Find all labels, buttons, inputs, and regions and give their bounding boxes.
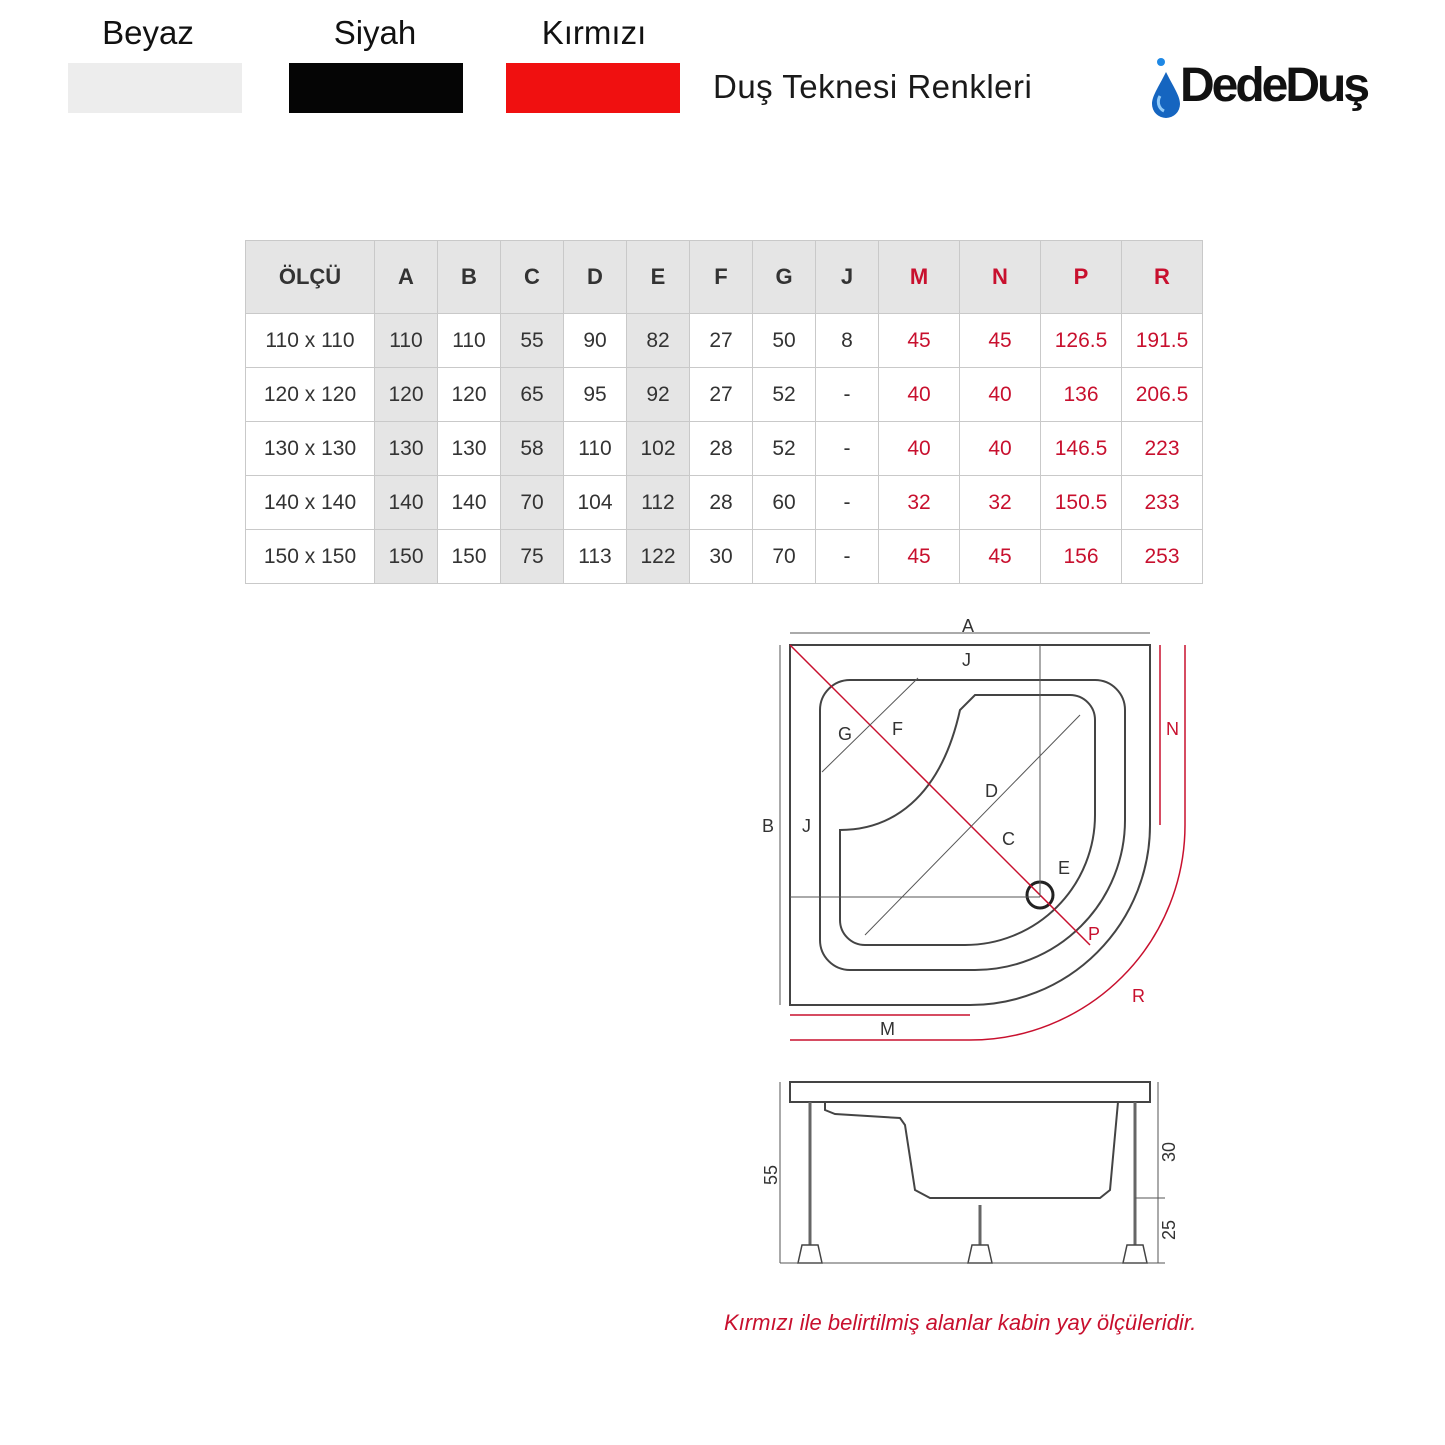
table-cell: 95 (564, 368, 627, 422)
table-cell: 40 (960, 422, 1041, 476)
table-cell: 27 (690, 368, 753, 422)
col-header: E (627, 241, 690, 314)
table-cell: 30 (690, 530, 753, 584)
table-cell: 120 (438, 368, 501, 422)
table-cell: 40 (960, 368, 1041, 422)
col-header: P (1041, 241, 1122, 314)
table-cell: 120 (375, 368, 438, 422)
col-header: G (753, 241, 816, 314)
label-d: D (985, 781, 998, 801)
swatch-label-white: Beyaz (102, 14, 194, 51)
table-cell: 45 (960, 314, 1041, 368)
table-cell: 52 (753, 368, 816, 422)
table-cell: 75 (501, 530, 564, 584)
col-header: R (1122, 241, 1203, 314)
table-cell: 150.5 (1041, 476, 1122, 530)
table-cell: 122 (627, 530, 690, 584)
water-drop-icon (1150, 56, 1182, 118)
table-cell: 40 (879, 368, 960, 422)
swatch-white (68, 63, 242, 113)
col-header: F (690, 241, 753, 314)
col-header: ÖLÇÜ (246, 241, 375, 314)
footnote: Kırmızı ile belirtilmiş alanlar kabin yay ölçüleridir. (724, 1310, 1197, 1335)
col-header: C (501, 241, 564, 314)
label-r: R (1132, 986, 1145, 1006)
tray-deck (790, 1082, 1150, 1102)
table-cell: 110 (375, 314, 438, 368)
label-f: F (892, 719, 903, 739)
dimension-p-line (790, 645, 1090, 945)
table-row (246, 476, 1203, 530)
size-cell: 110 x 110 (246, 314, 375, 368)
table-cell: 70 (753, 530, 816, 584)
table-cell: 58 (501, 422, 564, 476)
table-cell: - (816, 530, 879, 584)
table-cell: 45 (879, 530, 960, 584)
size-cell: 140 x 140 (246, 476, 375, 530)
table-cell: - (816, 476, 879, 530)
label-m: M (880, 1019, 895, 1039)
table-cell: 32 (879, 476, 960, 530)
table-cell: 90 (564, 314, 627, 368)
table-cell: 233 (1122, 476, 1203, 530)
label-p: P (1088, 924, 1101, 944)
table-cell: 55 (501, 314, 564, 368)
label-height-lower: 25 (1159, 1219, 1179, 1240)
table-cell: - (816, 422, 879, 476)
label-n: N (1166, 719, 1179, 739)
table-cell: 140 (438, 476, 501, 530)
table-cell: 28 (690, 476, 753, 530)
foot-left (798, 1245, 822, 1263)
table-cell: 102 (627, 422, 690, 476)
table-cell: 45 (879, 314, 960, 368)
table-cell: 40 (879, 422, 960, 476)
dimensions-table (245, 240, 1203, 584)
size-cell: 130 x 130 (246, 422, 375, 476)
swatch-label-red: Kırmızı (541, 14, 647, 51)
table-cell: 82 (627, 314, 690, 368)
table-cell: 113 (564, 530, 627, 584)
table-cell: 156 (1041, 530, 1122, 584)
col-header: B (438, 241, 501, 314)
tray-side-section-diagram (740, 1070, 1190, 1280)
table-header-row (246, 241, 1203, 314)
label-j-left: J (802, 816, 811, 836)
tray-basin-profile (825, 1102, 1118, 1198)
table-cell: 150 (375, 530, 438, 584)
label-height-upper: 30 (1159, 1141, 1179, 1162)
logo-text: DedeDuş (1180, 59, 1368, 112)
size-cell: 120 x 120 (246, 368, 375, 422)
size-cell: 150 x 150 (246, 530, 375, 584)
table-cell: 136 (1041, 368, 1122, 422)
label-e: E (1058, 858, 1071, 878)
table-row (246, 368, 1203, 422)
table-cell: 130 (438, 422, 501, 476)
table-cell: 130 (375, 422, 438, 476)
tray-top-view-diagram (740, 600, 1220, 1060)
label-c: C (1002, 829, 1015, 849)
brand-logo (1150, 52, 1390, 122)
table-cell: 191.5 (1122, 314, 1203, 368)
label-height-total: 55 (761, 1164, 781, 1185)
col-header: D (564, 241, 627, 314)
table-cell: 27 (690, 314, 753, 368)
table-cell: 110 (564, 422, 627, 476)
table-row (246, 314, 1203, 368)
table-cell: 50 (753, 314, 816, 368)
table-cell: 104 (564, 476, 627, 530)
table-cell: 140 (375, 476, 438, 530)
table-cell: 253 (1122, 530, 1203, 584)
col-header: A (375, 241, 438, 314)
table-cell: 28 (690, 422, 753, 476)
table-cell: 45 (960, 530, 1041, 584)
table-cell: - (816, 368, 879, 422)
foot-right (1123, 1245, 1147, 1263)
swatch-label-black: Siyah (333, 14, 417, 51)
table-cell: 110 (438, 314, 501, 368)
label-g: G (838, 724, 853, 744)
table-cell: 112 (627, 476, 690, 530)
table-cell: 60 (753, 476, 816, 530)
label-j-top: J (962, 650, 971, 670)
table-cell: 150 (438, 530, 501, 584)
label-a: A (962, 616, 975, 636)
swatch-red (506, 63, 680, 113)
table-cell: 52 (753, 422, 816, 476)
col-header: N (960, 241, 1041, 314)
colors-title: Duş Teknesi Renkleri (713, 68, 1033, 105)
table-cell: 126.5 (1041, 314, 1122, 368)
label-b: B (762, 816, 775, 836)
table-cell: 146.5 (1041, 422, 1122, 476)
table-cell: 223 (1122, 422, 1203, 476)
table-cell: 206.5 (1122, 368, 1203, 422)
table-row (246, 530, 1203, 584)
table-cell: 8 (816, 314, 879, 368)
table-cell: 65 (501, 368, 564, 422)
table-cell: 70 (501, 476, 564, 530)
table-row (246, 422, 1203, 476)
foot-middle (968, 1245, 992, 1263)
col-header: M (879, 241, 960, 314)
table-cell: 92 (627, 368, 690, 422)
table-cell: 32 (960, 476, 1041, 530)
col-header: J (816, 241, 879, 314)
swatch-black (289, 63, 463, 113)
